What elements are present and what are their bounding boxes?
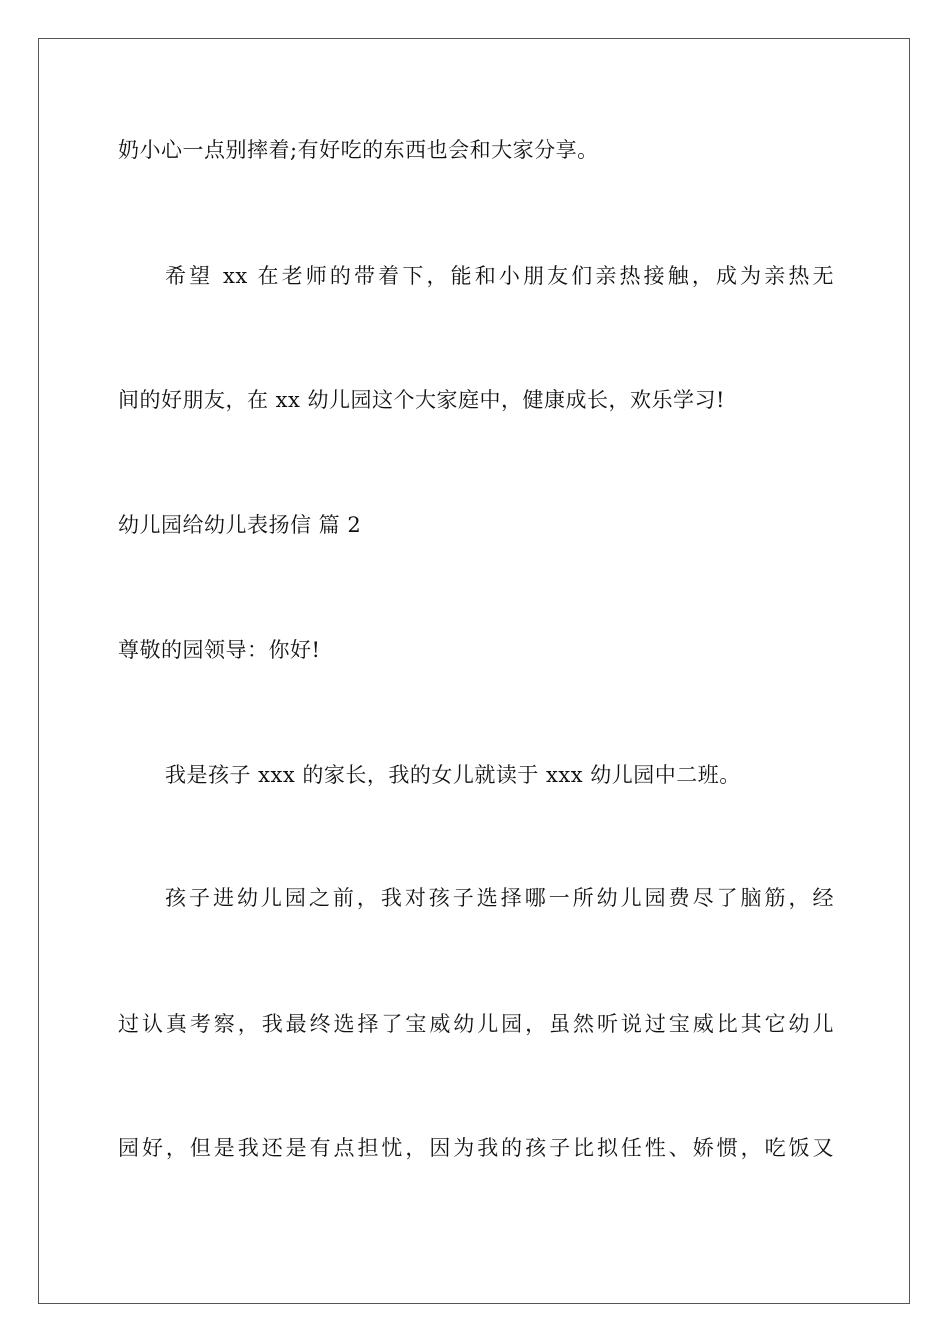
section-heading: 幼儿园给幼儿表扬信 篇 2	[118, 513, 362, 537]
paragraph-line-7: 园好，但是我还是有点担忧，因为我的孩子比拟任性、娇惯，吃饭又	[118, 1136, 834, 1160]
paragraph-line-4: 我是孩子 xxx 的家长，我的女儿就读于 xxx 幼儿园中二班。	[165, 763, 741, 787]
salutation: 尊敬的园领导：你好!	[118, 638, 321, 662]
page-border	[38, 38, 910, 1304]
paragraph-line-2: 希望 xx 在老师的带着下，能和小朋友们亲热接触，成为亲热无	[165, 264, 834, 288]
paragraph-line-6: 过认真考察，我最终选择了宝威幼儿园，虽然听说过宝威比其它幼儿	[118, 1012, 834, 1036]
paragraph-line-1: 奶小心一点别摔着;有好吃的东西也会和大家分享。	[118, 138, 599, 162]
paragraph-line-5: 孩子进幼儿园之前，我对孩子选择哪一所幼儿园费尽了脑筋，经	[165, 886, 834, 910]
paragraph-line-3: 间的好朋友，在 xx 幼儿园这个大家庭中，健康成长，欢乐学习!	[118, 388, 725, 412]
